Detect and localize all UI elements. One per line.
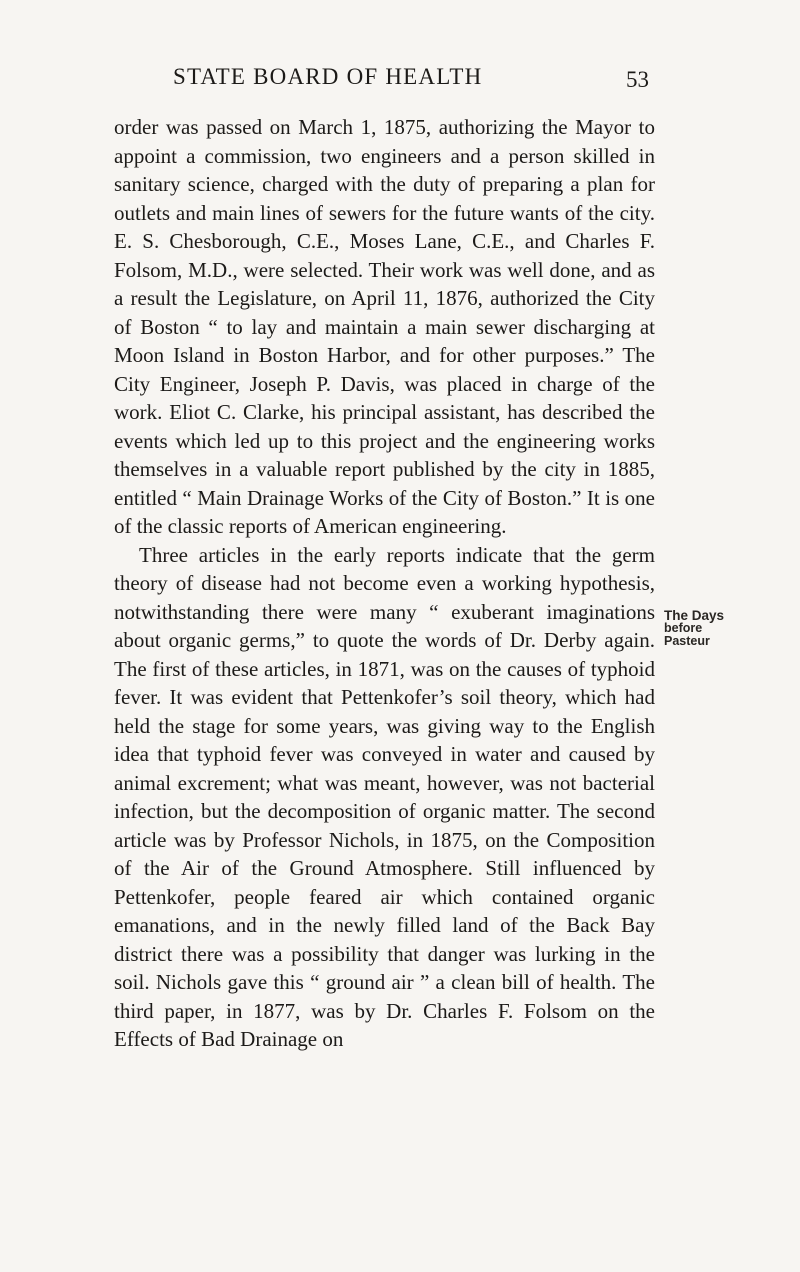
paragraph-1: order was passed on March 1, 1875, authorizing the Mayor to appoint a commission, two engineers and a person skilled in sanitary science, charged with the duty of preparing a plan for outlets and main lines of sewers for the future wants of the city. E. S. Chesborough, C.E., Moses Lane, C.E., and Charles F. Folsom, M.D., were selected. Their work was well done, and as a result the Legislature, on April 11, 1876, authorized the City of Boston “ to lay and maintain a main sewer discharging at Moon Island in Boston Harbor, and for other purposes.” The City Engineer, Joseph P. Davis, was placed in charge of the work. Eliot C. Clarke, his principal assistant, has described the events which led up to this project and the engineering works themselves in a valuable report published by the city in 1885, entitled “ Main Drainage Works of the City of Boston.” It is one of the classic reports of American engineering. [114, 115, 655, 538]
running-head-title: STATE BOARD OF HEALTH [173, 64, 483, 89]
margin-note-line-2: before [664, 621, 703, 635]
body-text [114, 113, 655, 1054]
margin-note [664, 609, 774, 648]
paragraph-2: Three articles in the early reports indicate that the germ theory of disease had not become even a working hypothesis, notwithstanding there were many “ exuberant imaginations about organic germs,” to quote the words of Dr. Derby again. The first of these articles, in 1871, was on the causes of typhoid fever. It was evident that Pettenkofer’s soil theory, which had held the stage for some years, was giving way to the English idea that typhoid fever was conveyed in water and caused by animal excrement; what was meant, however, was not bacterial infection, but the decomposition of organic matter. The second article was by Professor Nichols, in 1875, on the Composition of the Air of the Ground Atmosphere. Still influenced by Pettenkofer, people feared air which contained organic emanations, and in the newly filled land of the Back Bay district there was a possibility that danger was lurking in the soil. Nichols gave this “ ground air ” a clean bill of health. The third paper, in 1877, was by Dr. Charles F. Folsom on the Effects of Bad Drainage on [114, 542, 655, 1051]
running-head [0, 62, 800, 102]
page-number: 53 [626, 67, 649, 92]
margin-note-line-1: The Days [664, 608, 725, 623]
margin-note-line-3: Pasteur [664, 634, 710, 648]
